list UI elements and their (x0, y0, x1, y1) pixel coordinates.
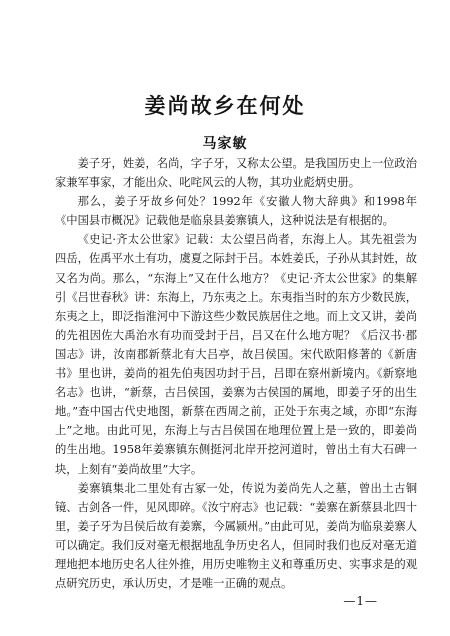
page-number: —1— (343, 594, 378, 608)
paragraph-2: 那么，姜子牙故乡何处？1992年《安徽人物大辞典》和1998年《中国县市概况》记载他是临泉县姜寨镇人，这种说法是有根据的。 (55, 195, 417, 228)
paragraph-1: 姜子牙，姓姜，名尚，字子牙，又称太公望。是我国历史上一位政治家兼军事家，才能出众、叱咤风云的人物，其功业彪炳史册。 (55, 157, 417, 190)
paragraph-3: 《史记·齐太公世家》记载：太公望吕尚者，东海上人。其先祖尝为四岳，佐禹平水土有功，虞夏之际封于吕。本姓姜氏，子孙从其封姓，故又名为尚。那么，“东海上”又在什么地方？《史记·齐太公世家》的集解引《吕世春秋》讲：东海上，乃东夷之上。东夷指当时的东方少数民族，东夷之上，即泛指淮河中下游这些少数民族居住之地。而上文又讲，姜尚的先祖因佐大禹治水有功而受封于吕，吕又在什么地方呢？《后汉书·郡国志》讲，汝南郡新蔡北有大吕亭，故吕侯国。宋代欧阳修著的《新唐书》里也讲，姜尚的祖先伯夷因功封于吕，吕即在察州新境内。《新察地名志》也讲，“新蔡，古吕侯国，姜寨为古侯国的属地，即姜子牙的出生地。”查中国古代史地图，新蔡在西周之前，正处于东夷之域，亦即“东海上”之地。由此可见，东海上与古吕侯国在地理位置上是一致的，即姜尚的生出地。1958年姜寨镇东侧挺河北岸开挖河道时，曾出土有大石碑一块，上刻有“姜尚故里”大字。 (55, 233, 417, 476)
article-title: 姜尚故乡在何处 (144, 93, 306, 118)
article-author: 马家敏 (202, 136, 248, 152)
article-body (55, 154, 417, 593)
paragraph-4: 姜寨镇集北二里处有古冢一处，传说为姜尚先人之墓，曾出土古铜镜、古剑各一件，见风即碎。《汝宁府志》也记载：“姜寨在新蔡县北四十里，姜子牙为吕侯后故有姜寨，今属颍州。”由此可见，姜尚为临泉姜寨人可以确定。我们反对毫无根据地乱争历史名人，但同时我们也反对毫无道理地把本地历史名人往外推，用历史唯物主义和尊重历史、实事求是的观点研究历史，承认历史，才是唯一正确的观点。 (55, 481, 417, 591)
